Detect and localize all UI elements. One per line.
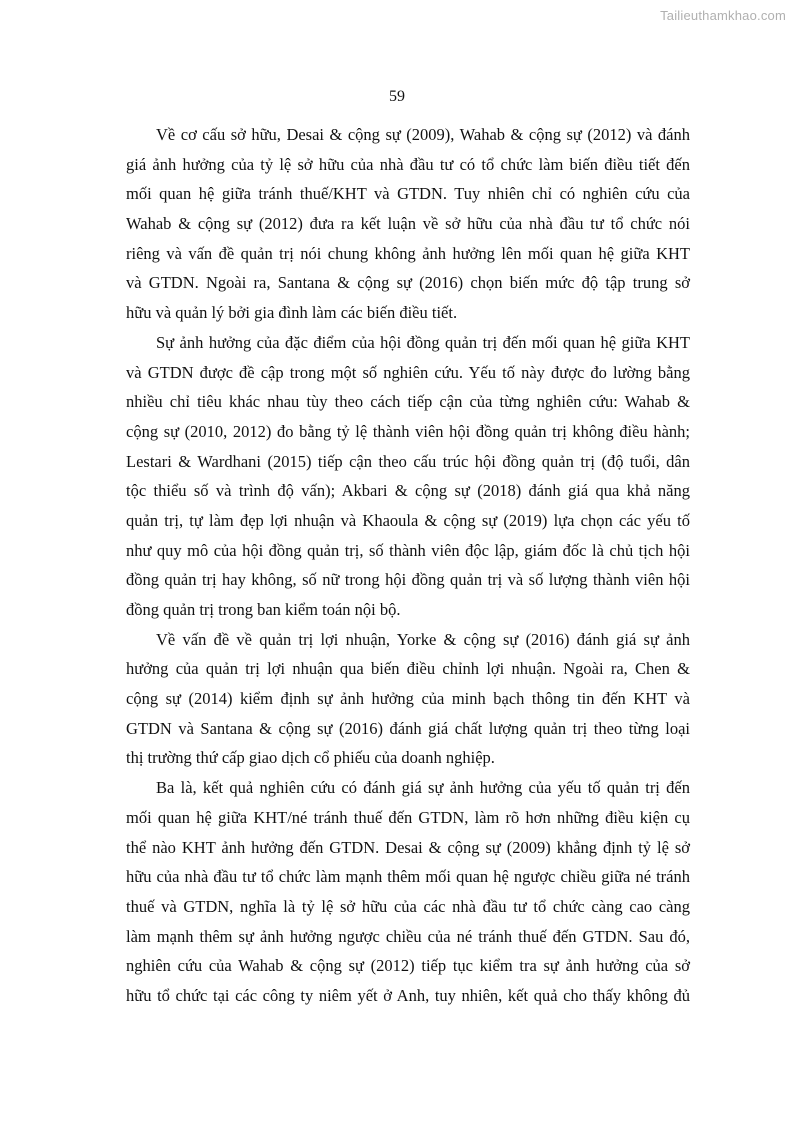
text-line: hữu và quản lý bởi gia đình làm các biến điều tiết. [126,303,458,323]
text-line: đồng quản trị trong ban kiểm toán nội bộ. [126,600,401,619]
text-line: như quy mô của hội đồng quản trị, số thành viên độc lập, giám đốc là chủ tịch hội [126,540,690,560]
text-line: mối quan hệ giữa KHT/né tránh thuế đến GTDN, làm rõ hơn những điều kiện cụ [126,807,690,827]
text-line: Về cơ cấu sở hữu, Desai & cộng sự (2009), Wahab & cộng sự (2012) và đánh [156,125,690,144]
watermark: Tailieuthamkhao.com [660,8,786,23]
text-line: thị trường thứ cấp giao dịch cổ phiếu của doanh nghiệp. [126,748,495,768]
text-line: hưởng của quản trị lợi nhuận qua biến điều chỉnh lợi nhuận. Ngoài ra, Chen & [126,659,690,679]
text-line: Wahab & cộng sự (2012) đưa ra kết luận về sở hữu của nhà đầu tư tổ chức nói [126,214,690,234]
text-line: thể nào KHT ảnh hưởng đến GTDN. Desai & cộng sự (2009) khẳng định tỷ lệ sở [126,837,690,857]
text-line: riêng và vấn đề quản trị nói chung không ảnh hưởng lên mối quan hệ giữa KHT [126,243,690,263]
paragraph-research-results [126,773,690,1011]
page-number: 59 [389,88,405,105]
text-line: Lestari & Wardhani (2015) tiếp cận theo cấu trúc hội đồng quản trị (độ tuổi, dân [126,451,690,471]
text-line: cộng sự (2010, 2012) đo bằng tỷ lệ thành viên hội đồng quản trị không điều hành; [126,421,690,441]
text-line: đồng quản trị hay không, số nữ trong hội đồng quản trị và số lượng thành viên hội [126,570,690,590]
text-line: Ba là, kết quả nghiên cứu có đánh giá sự ảnh hưởng của yếu tố quản trị đến [156,778,690,798]
text-line: Về vấn đề về quản trị lợi nhuận, Yorke & cộng sự (2016) đánh giá sự ảnh [156,629,690,649]
paragraph-board-characteristics [126,328,690,625]
text-line: nhiều chỉ tiêu khác nhau tùy theo cách tiếp cận của từng nghiên cứu: Wahab & [126,392,690,412]
paragraph-ownership-structure [126,120,690,328]
text-line: quản trị, tự làm đẹp lợi nhuận và Khaoula & cộng sự (2019) lựa chọn các yếu tố [126,510,690,530]
text-line: và GTDN. Ngoài ra, Santana & cộng sự (2016) chọn biến mức độ tập trung sở [126,273,690,293]
text-line: cộng sự (2014) kiểm định sự ảnh hưởng của minh bạch thông tin đến KHT và [126,689,690,709]
text-line: mối quan hệ giữa tránh thuế/KHT và GTDN. Tuy nhiên chỉ có nghiên cứu của [126,184,690,204]
text-line: tộc thiểu số và trình độ vấn); Akbari & cộng sự (2018) đánh giá qua khả năng [126,481,690,501]
paragraph-earnings-management [126,625,690,773]
text-line: Sự ảnh hưởng của đặc điểm của hội đồng quản trị đến mối quan hệ giữa KHT [156,332,690,352]
text-line: nghiên cứu của Wahab & cộng sự (2012) tiếp tục kiểm tra sự ảnh hưởng của sở [126,956,690,976]
text-line: thuế và GTDN, nghĩa là tỷ lệ sở hữu của các nhà đầu tư tổ chức càng cao càng [126,896,690,916]
text-line: giá ảnh hưởng của tỷ lệ sở hữu của nhà đầu tư có tổ chức làm biến điều tiết đến [126,154,690,174]
text-line: hữu tổ chức tại các công ty niêm yết ở Anh, tuy nhiên, kết quả cho thấy không đủ [126,985,690,1005]
text-line: và GTDN được đề cập trong một số nghiên cứu. Yếu tố này được đo lường bằng [126,362,690,382]
text-line: làm mạnh thêm sự ảnh hưởng ngược chiều của né tránh thuế đến GTDN. Sau đó, [126,926,690,946]
document-body [126,120,690,1011]
text-line: hữu của nhà đầu tư tổ chức làm mạnh thêm mối quan hệ ngược chiều giữa né tránh [126,867,690,887]
text-line: GTDN và Santana & cộng sự (2016) đánh giá chất lượng quản trị theo từng loại [126,718,690,738]
